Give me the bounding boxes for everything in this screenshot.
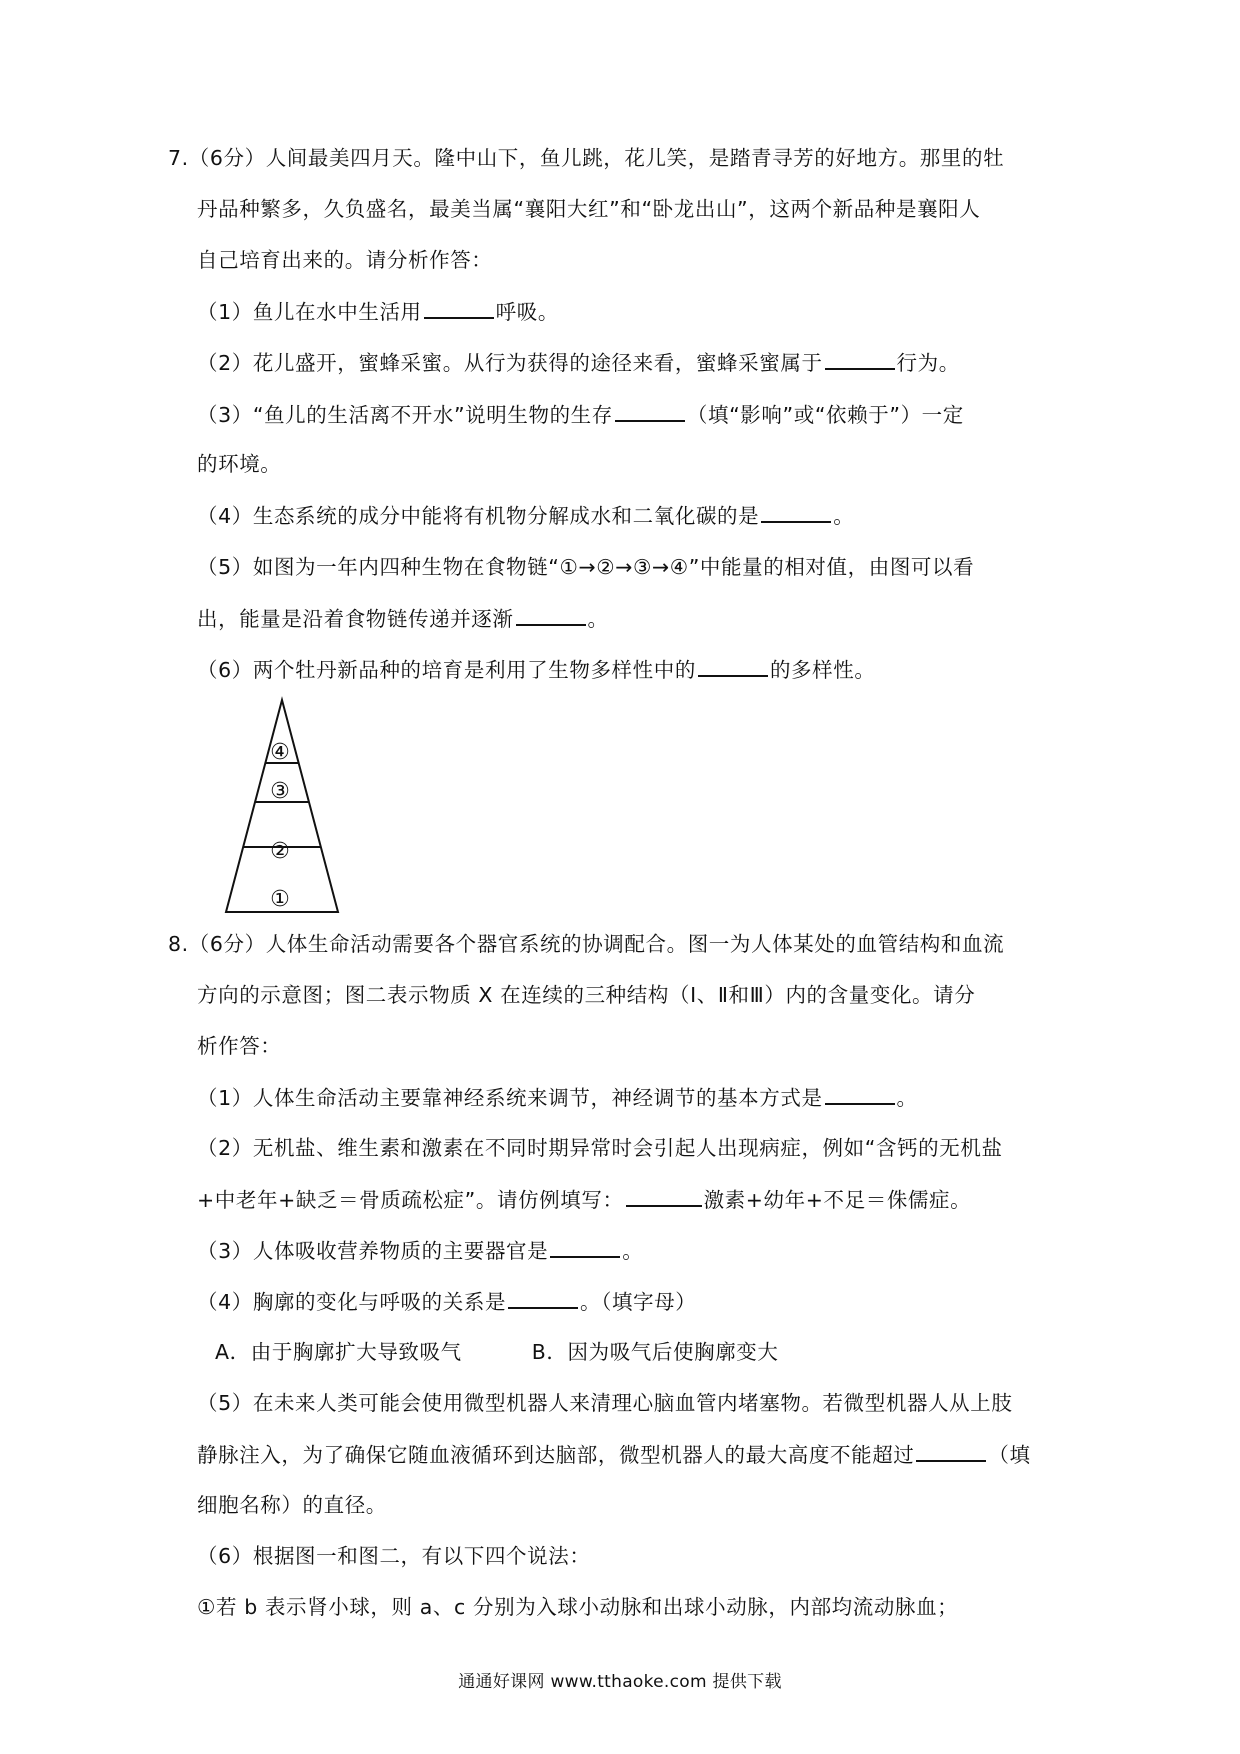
q7-sub-1-text: （1）鱼儿在水中生活用: [197, 300, 422, 324]
q8-sub-2-line-1: （2）无机盐、维生素和激素在不同时期异常时会引起人出现病症，例如“含钙的无机盐: [197, 1136, 1003, 1160]
q7-stem-line-1: 7.（6分）人间最美四月天。隆中山下，鱼儿跳，花儿笑，是踏青寻芳的好地方。那里的牡: [168, 146, 1005, 170]
q8-sub-6-line-1: （6）根据图一和图二，有以下四个说法：: [197, 1544, 591, 1568]
q8-sub-4-options: [215, 1338, 779, 1366]
q7-sub-6-text: （6）两个牡丹新品种的培育是利用了生物多样性中的: [197, 658, 696, 682]
q7-sub-3-text: （3）“鱼儿的生活离不开水”说明生物的生存: [197, 403, 613, 427]
q7-sub-4-text: （4）生态系统的成分中能将有机物分解成水和二氧化碳的是: [197, 504, 760, 528]
q8-sub-5-line-1: （5）在未来人类可能会使用微型机器人来清理心脑血管内堵塞物。若微型机器人从上肢: [197, 1391, 1013, 1415]
page-footer: 通通好课网 www.tthaoke.com 提供下载: [458, 1672, 782, 1692]
q8-sub-5-line-3: 细胞名称）的直径。: [197, 1493, 387, 1517]
q8-option-a[interactable]: A．由于胸廓扩大导致吸气: [215, 1340, 462, 1364]
q8-sub-2-line-2: [197, 1185, 971, 1214]
answer-blank[interactable]: [550, 1236, 620, 1258]
q7-stem-line-3: 自己培育出来的。请分析作答：: [197, 248, 493, 272]
q7-sub-5-tail: 。: [587, 607, 609, 631]
q8-stem-line-1: 8.（6分）人体生命活动需要各个器官系统的协调配合。图一为人体某处的血管结构和血流: [168, 932, 1005, 956]
pyramid-outline: [226, 700, 338, 912]
q8-sub-1-tail: 。: [896, 1086, 918, 1110]
q7-sub-6-tail: 的多样性。: [769, 658, 876, 682]
answer-blank[interactable]: [825, 1083, 895, 1105]
q7-sub-5-text: 出，能量是沿着食物链传递并逐渐: [197, 607, 514, 631]
q8-sub-4-tail: 。（填字母）: [580, 1290, 697, 1314]
q8-sub-3-text: （3）人体吸收营养物质的主要器官是: [197, 1239, 549, 1263]
q8-sub-3-tail: 。: [622, 1239, 644, 1263]
q8-sub-1: [197, 1083, 918, 1112]
q8-sub-4-text: （4）胸廓的变化与呼吸的关系是: [197, 1290, 507, 1314]
q8-sub-6-item-1: ①若 b 表示肾小球，则 a、c 分别为入球小动脉和出球小动脉，内部均流动脉血；: [197, 1595, 959, 1619]
q8-sub-5-line-2: [197, 1440, 1031, 1469]
q8-sub-2-tail: 激素+幼年+不足＝侏儒症。: [703, 1188, 972, 1212]
q8-sub-1-text: （1）人体生命活动主要靠神经系统来调节，神经调节的基本方式是: [197, 1086, 823, 1110]
q8-option-b[interactable]: B．因为吸气后使胸廓变大: [531, 1340, 779, 1364]
q7-sub-2-text: （2）花儿盛开，蜜蜂采蜜。从行为获得的途径来看，蜜蜂采蜜属于: [197, 351, 823, 375]
q8-sub-5-tail: （填: [988, 1443, 1031, 1467]
q7-sub-5-line-1: （5）如图为一年内四种生物在食物链“①→②→③→④”中能量的相对值，由图可以看: [197, 555, 975, 579]
q7-sub-3-tail: （填“影响”或“依赖于”）一定: [686, 403, 964, 427]
q8-stem-line-2: 方向的示意图；图二表示物质 X 在连续的三种结构（Ⅰ、Ⅱ和Ⅲ）内的含量变化。请分: [197, 983, 976, 1007]
answer-blank[interactable]: [916, 1440, 986, 1462]
q7-sub-1-tail: 呼吸。: [495, 300, 559, 324]
pyramid-level-2: ②: [270, 839, 290, 864]
q8-sub-5-text: 静脉注入，为了确保它随血液循环到达脑部，微型机器人的最大高度不能超过: [197, 1443, 915, 1467]
q7-sub-4-tail: 。: [833, 504, 855, 528]
answer-blank[interactable]: [508, 1287, 578, 1309]
pyramid-level-1: ①: [270, 887, 290, 912]
q8-sub-2-text: +中老年+缺乏＝骨质疏松症”。请仿例填写：: [197, 1188, 624, 1212]
q8-sub-4: [197, 1287, 696, 1316]
pyramid-level-4: ④: [270, 740, 290, 765]
q8-sub-3: [197, 1236, 643, 1265]
q7-stem-line-2: 丹品种繁多，久负盛名，最美当属“襄阳大红”和“卧龙出山”，这两个新品种是襄阳人: [197, 197, 981, 221]
answer-blank[interactable]: [626, 1185, 702, 1207]
q8-stem-line-3: 析作答：: [197, 1034, 282, 1058]
q7-sub-3-line-2: 的环境。: [197, 452, 282, 476]
pyramid-level-3: ③: [270, 779, 290, 804]
q7-sub-2-tail: 行为。: [896, 351, 960, 375]
